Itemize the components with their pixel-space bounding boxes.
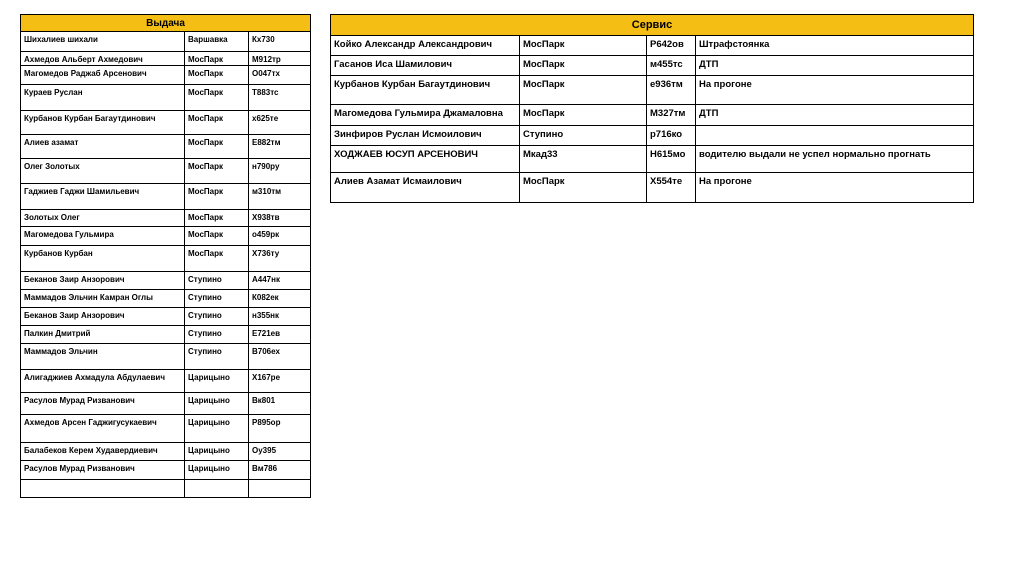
- table-row: [331, 126, 974, 146]
- driver-name-cell: Курбанов Курбан Багаутдинович: [21, 111, 185, 135]
- plate-cell: Е882тм: [249, 135, 311, 159]
- driver-name-cell: Магомедов Раджаб Арсенович: [21, 66, 185, 85]
- plate-cell: А447нк: [249, 272, 311, 290]
- location-cell: Царицыно: [185, 415, 249, 443]
- driver-name-cell: Шихалиев шихали: [21, 32, 185, 52]
- table-row: [331, 105, 974, 126]
- table-row: [21, 393, 311, 415]
- location-cell: Царицыно: [185, 443, 249, 461]
- table-row: [331, 36, 974, 56]
- location-cell: Царицыно: [185, 461, 249, 480]
- table-row: [21, 443, 311, 461]
- driver-name-cell: Алиев Азамат Исмаилович: [331, 173, 520, 203]
- location-cell: МосПарк: [185, 246, 249, 272]
- plate-cell: Х736ту: [249, 246, 311, 272]
- table-row: [21, 227, 311, 246]
- plate-cell: Р895ор: [249, 415, 311, 443]
- location-cell: МосПарк: [185, 227, 249, 246]
- servis-header: Сервис: [331, 15, 974, 36]
- plate-cell: Х938тв: [249, 210, 311, 227]
- driver-name-cell: Ахмедов Альберт Ахмедович: [21, 52, 185, 66]
- location-cell: Царицыно: [185, 393, 249, 415]
- table-row: [331, 56, 974, 76]
- location-cell: МосПарк: [185, 111, 249, 135]
- table-row: [331, 173, 974, 203]
- location-cell: Ступино: [185, 308, 249, 326]
- driver-name-cell: Гасанов Иса Шамилович: [331, 56, 520, 76]
- location-cell: Ступино: [520, 126, 647, 146]
- plate-cell: Вм786: [249, 461, 311, 480]
- plate-cell: Оу395: [249, 443, 311, 461]
- status-cell: ДТП: [696, 105, 974, 126]
- driver-name-cell: Ахмедов Арсен Гаджигусукаевич: [21, 415, 185, 443]
- status-cell: Штрафстоянка: [696, 36, 974, 56]
- plate-cell: о459рк: [249, 227, 311, 246]
- empty-cell: [185, 480, 249, 498]
- driver-name-cell: Расулов Мурад Ризванович: [21, 393, 185, 415]
- table-row: [21, 326, 311, 344]
- table-row: [21, 111, 311, 135]
- vydacha-body: [21, 32, 311, 498]
- plate-cell: р716ко: [647, 126, 696, 146]
- servis-table: [330, 14, 974, 203]
- status-cell: ДТП: [696, 56, 974, 76]
- location-cell: МосПарк: [185, 210, 249, 227]
- driver-name-cell: Расулов Мурад Ризванович: [21, 461, 185, 480]
- location-cell: МосПарк: [185, 184, 249, 210]
- driver-name-cell: Магомедова Гульмира: [21, 227, 185, 246]
- table-row: [331, 76, 974, 105]
- plate-cell: м310тм: [249, 184, 311, 210]
- location-cell: МосПарк: [520, 76, 647, 105]
- servis-body: [331, 36, 974, 203]
- plate-cell: Т883тс: [249, 85, 311, 111]
- location-cell: Ступино: [185, 326, 249, 344]
- table-row: [21, 415, 311, 443]
- plate-cell: Х167ре: [249, 370, 311, 393]
- plate-cell: Вк801: [249, 393, 311, 415]
- driver-name-cell: Койко Александр Александрович: [331, 36, 520, 56]
- table-row: [21, 308, 311, 326]
- driver-name-cell: Маммадов Эльчин: [21, 344, 185, 370]
- table-row: [21, 32, 311, 52]
- driver-name-cell: Алиев азамат: [21, 135, 185, 159]
- table-row: [21, 135, 311, 159]
- driver-name-cell: Беканов Заир Анзорович: [21, 272, 185, 290]
- table-row: [21, 184, 311, 210]
- location-cell: Ступино: [185, 344, 249, 370]
- status-cell: [696, 126, 974, 146]
- plate-cell: Р642ов: [647, 36, 696, 56]
- location-cell: МосПарк: [185, 52, 249, 66]
- plate-cell: Н615мо: [647, 146, 696, 173]
- vydacha-header: Выдача: [21, 15, 311, 32]
- location-cell: Варшавка: [185, 32, 249, 52]
- plate-cell: Е721ев: [249, 326, 311, 344]
- empty-cell: [249, 480, 311, 498]
- table-row: [21, 159, 311, 184]
- plate-cell: Кх730: [249, 32, 311, 52]
- plate-cell: К082ек: [249, 290, 311, 308]
- driver-name-cell: Гаджиев Гаджи Шамильевич: [21, 184, 185, 210]
- plate-cell: х625те: [249, 111, 311, 135]
- plate-cell: е936тм: [647, 76, 696, 105]
- location-cell: Ступино: [185, 290, 249, 308]
- driver-name-cell: Магомедова Гульмира Джамаловна: [331, 105, 520, 126]
- driver-name-cell: ХОДЖАЕВ ЮСУП АРСЕНОВИЧ: [331, 146, 520, 173]
- location-cell: МосПарк: [185, 85, 249, 111]
- driver-name-cell: Палкин Дмитрий: [21, 326, 185, 344]
- driver-name-cell: Олег Золотых: [21, 159, 185, 184]
- location-cell: Ступино: [185, 272, 249, 290]
- driver-name-cell: Курбанов Курбан Багаутдинович: [331, 76, 520, 105]
- table-row: [21, 246, 311, 272]
- location-cell: МосПарк: [185, 159, 249, 184]
- table-row: [21, 370, 311, 393]
- table-row: [21, 85, 311, 111]
- table-row: [21, 272, 311, 290]
- location-cell: Царицыно: [185, 370, 249, 393]
- status-cell: На прогоне: [696, 76, 974, 105]
- plate-cell: Х554те: [647, 173, 696, 203]
- status-cell: На прогоне: [696, 173, 974, 203]
- table-row: [21, 290, 311, 308]
- driver-name-cell: Курбанов Курбан: [21, 246, 185, 272]
- plate-cell: В706ех: [249, 344, 311, 370]
- vydacha-table: [20, 14, 311, 498]
- driver-name-cell: Зинфиров Руслан Исмоилович: [331, 126, 520, 146]
- location-cell: МосПарк: [185, 135, 249, 159]
- location-cell: Мкад33: [520, 146, 647, 173]
- plate-cell: М912тр: [249, 52, 311, 66]
- location-cell: МосПарк: [520, 36, 647, 56]
- empty-cell: [21, 480, 185, 498]
- table-row: [21, 66, 311, 85]
- status-cell: водителю выдали не успел нормально прогнать: [696, 146, 974, 173]
- driver-name-cell: Золотых Олег: [21, 210, 185, 227]
- driver-name-cell: Беканов Заир Анзорович: [21, 308, 185, 326]
- table-row: [21, 461, 311, 480]
- plate-cell: О047тх: [249, 66, 311, 85]
- table-row: [21, 344, 311, 370]
- location-cell: МосПарк: [520, 173, 647, 203]
- table-row: [21, 210, 311, 227]
- table-row-empty: [21, 480, 311, 498]
- table-row: [331, 146, 974, 173]
- plate-cell: М327тм: [647, 105, 696, 126]
- plate-cell: н790ру: [249, 159, 311, 184]
- driver-name-cell: Маммадов Эльчин Камран Оглы: [21, 290, 185, 308]
- location-cell: МосПарк: [520, 105, 647, 126]
- plate-cell: н355нк: [249, 308, 311, 326]
- location-cell: МосПарк: [185, 66, 249, 85]
- driver-name-cell: Кураев Руслан: [21, 85, 185, 111]
- driver-name-cell: Алигаджиев Ахмадула Абдулаевич: [21, 370, 185, 393]
- plate-cell: м455тс: [647, 56, 696, 76]
- table-row: [21, 52, 311, 66]
- location-cell: МосПарк: [520, 56, 647, 76]
- driver-name-cell: Балабеков Керем Худавердиевич: [21, 443, 185, 461]
